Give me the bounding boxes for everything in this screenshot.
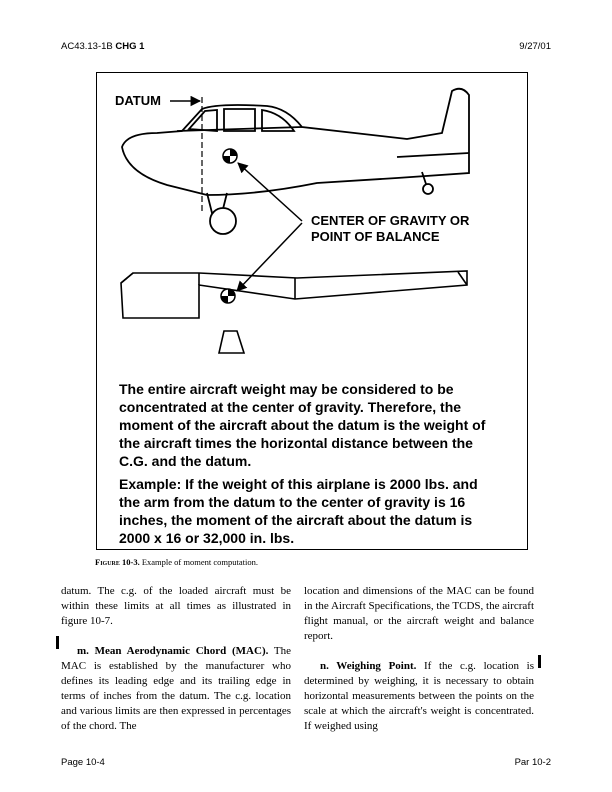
caption-text: Example of moment computation. <box>139 557 258 567</box>
mac-text: The MAC is established by the manufacturer who defines its leading edge and its trailing edge in terms of inches from the datum. The c.g. location and various limits are then expressed in percentages of the chord. The <box>61 645 291 732</box>
left-para-2 <box>61 644 291 734</box>
change-bar-right <box>538 655 541 668</box>
doc-id-prefix: AC43.13-1B <box>61 41 116 52</box>
footer-par: Par 10-2 <box>514 757 551 768</box>
change-bar-left <box>56 636 59 649</box>
mac-heading: m. Mean Aerodynamic Chord (MAC). <box>77 645 269 657</box>
cg-label-line2: POINT OF BALANCE <box>311 229 440 244</box>
cg-label-line1: CENTER OF GRAVITY OR <box>311 213 470 228</box>
right-column <box>304 584 534 734</box>
cg-symbol-plane <box>223 149 237 163</box>
figure-10-3 <box>96 72 528 550</box>
footer-page: Page 10-4 <box>61 757 105 768</box>
weighing-point-text: If the c.g. location is determined by weighing, it is necessary to obtain horizontal measurements between the points on the scale at which the aircraft's weight is concentrated. If weighed using <box>304 660 534 732</box>
weighing-point-heading: n. Weighing Point. <box>320 660 417 672</box>
left-para-1: datum. The c.g. of the loaded aircraft must be within these limits at all times as illustrated in figure 10-7. <box>61 585 291 627</box>
header-doc-id <box>61 41 144 52</box>
balance-beam <box>121 271 467 353</box>
left-column <box>61 584 291 734</box>
cg-symbol-beam <box>221 289 235 303</box>
cg-arrow-beam <box>237 223 302 291</box>
figure-explanation: The entire aircraft weight may be considered to be concentrated at the center of gravity. Therefore, the moment of the aircraft about the datum is the weight of the aircraft times the horizontal distance between the C.G. and the datum. <box>119 381 486 469</box>
datum-label: DATUM <box>115 93 161 108</box>
figure-caption <box>95 557 258 567</box>
header-date: 9/27/01 <box>519 41 551 52</box>
right-para-1: location and dimensions of the MAC can be found in the Aircraft Specifications, the TCDS, the aircraft flight manual, or the aircraft weight and balance report. <box>304 585 534 642</box>
doc-id-chg: CHG 1 <box>115 41 145 52</box>
moment-illustration <box>97 73 529 383</box>
cg-arrow-plane <box>238 163 302 221</box>
caption-number: Figure 10-3. <box>95 557 140 567</box>
figure-example: Example: If the weight of this airplane is 2000 lbs. and the arm from the datum to the center of gravity is 16 inches, the moment of the aircraft about the datum is 2000 x 16 or 32,000 in. lbs. <box>119 476 478 546</box>
right-para-2 <box>304 659 534 734</box>
